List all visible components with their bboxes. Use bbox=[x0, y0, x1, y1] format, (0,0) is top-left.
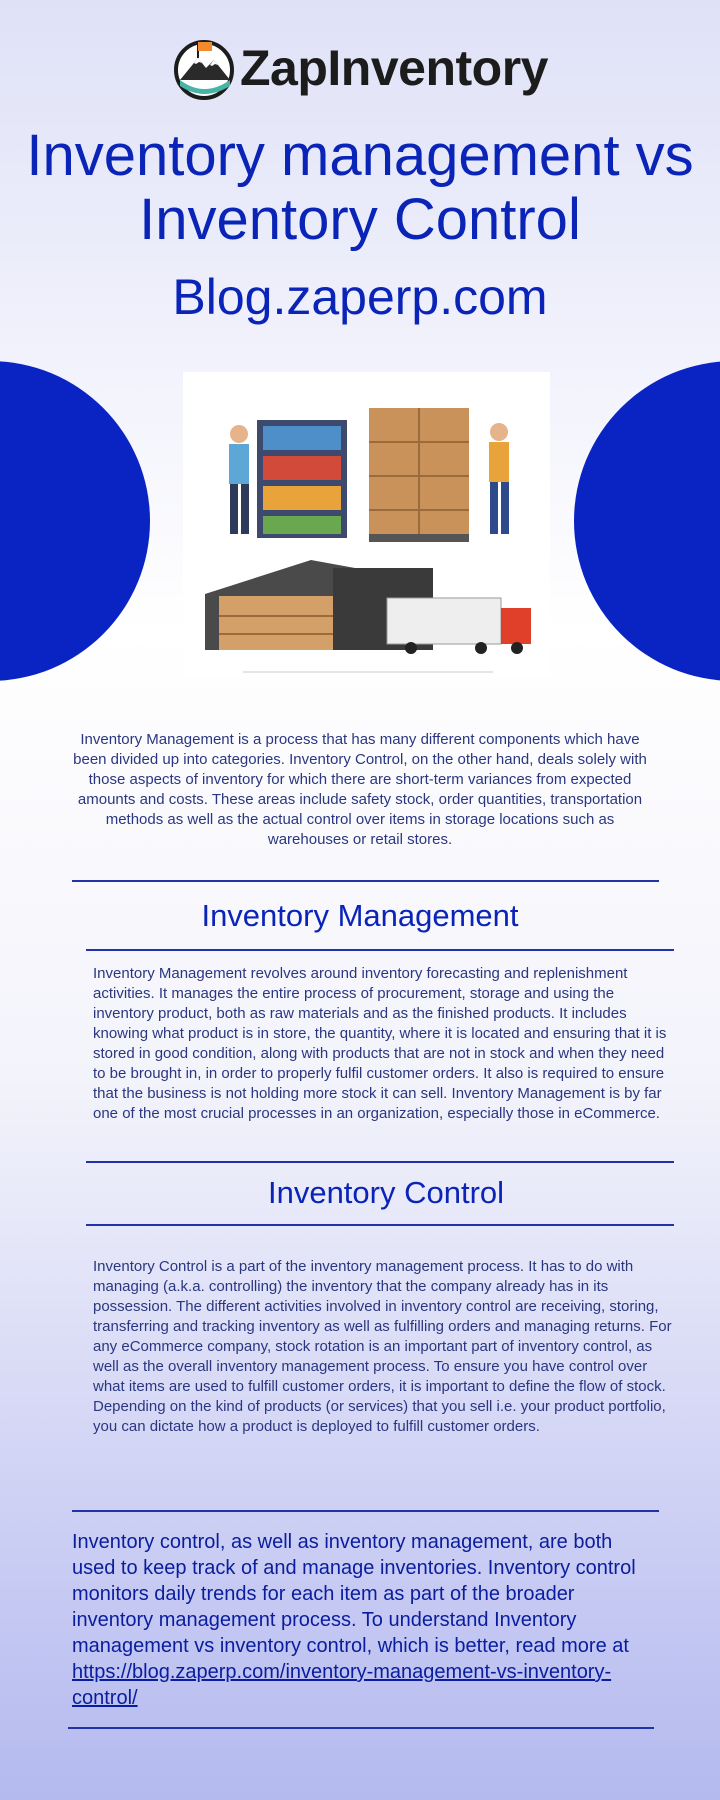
section-heading-inventory-control: Inventory Control bbox=[267, 1175, 505, 1210]
mountain-logo-icon bbox=[172, 36, 236, 100]
decorative-circle-right bbox=[574, 361, 720, 681]
divider bbox=[86, 1224, 674, 1226]
divider bbox=[86, 1161, 674, 1163]
decorative-circle-left bbox=[0, 361, 150, 681]
divider bbox=[72, 880, 659, 882]
page-title: Inventory management vs Inventory Control bbox=[26, 123, 694, 252]
inventory-management-paragraph: Inventory Management revolves around inventory forecasting and replenishment activities. It manages the entire process of procurement, storage and using the inventory product, both as raw materials and as the finished products. It includes knowing what product is in store, the quantity, where it is located and ensuring that it is stored in good condition, along with products that are not in stock and when they need to be brought in, in order to properly fulfil customer orders. It also is required to ensure that the business is not holding more stock it can sell. Inventory Management is by far one of the most crucial processes in an organization, especially those in eCommerce. bbox=[93, 965, 667, 1122]
site-url[interactable]: Blog.zaperp.com bbox=[172, 269, 548, 325]
divider bbox=[86, 949, 674, 951]
closing-paragraph bbox=[72, 1529, 652, 1711]
article-link[interactable]: https://blog.zaperp.com/inventory-management-vs-inventory-control/ bbox=[72, 1661, 612, 1709]
brand-name: ZapInventory bbox=[240, 40, 548, 96]
inventory-control-paragraph: Inventory Control is a part of the inventory management process. It has to do with managing (a.k.a. controlling) the inventory that the company already has in its possession. The different activities involved in inventory control are receiving, storing, transferring and tracking inventory as well as fulfilling orders and managing returns. For any eCommerce company, stock rotation is an important part of inventory control, as well as the overall inventory management process. To ensure you have control over what items are used to fulfill customer orders, it is important to define the flow of stock. Depending on the kind of products (or services) that you sell i.e. your product portfolio, you can dictate how a product is deployed to fulfill customer orders. bbox=[93, 1258, 672, 1435]
hero-illustration bbox=[183, 372, 550, 677]
divider bbox=[72, 1510, 659, 1512]
warehouse-illustration bbox=[183, 372, 550, 677]
closing-text: Inventory control, as well as inventory management, are both used to keep track of and manage inventories. Inventory control monitors daily trends for each item as part of the broader inventory management process. To understand Inventory management vs inventory control, which is better, read more at bbox=[72, 1531, 636, 1657]
divider bbox=[68, 1727, 654, 1729]
intro-paragraph: Inventory Management is a process that has many different components which have been divided up into categories. Inventory Control, on the other hand, deals solely with those aspects of inventory for which there are short-term variances from expected amounts and costs. These areas include safety stock, order quantities, transportation methods as well as the actual control over items in storage locations such as warehouses or retail stores. bbox=[73, 731, 647, 848]
section-heading-inventory-management: Inventory Management bbox=[201, 898, 519, 933]
brand-logo[interactable] bbox=[0, 36, 720, 100]
